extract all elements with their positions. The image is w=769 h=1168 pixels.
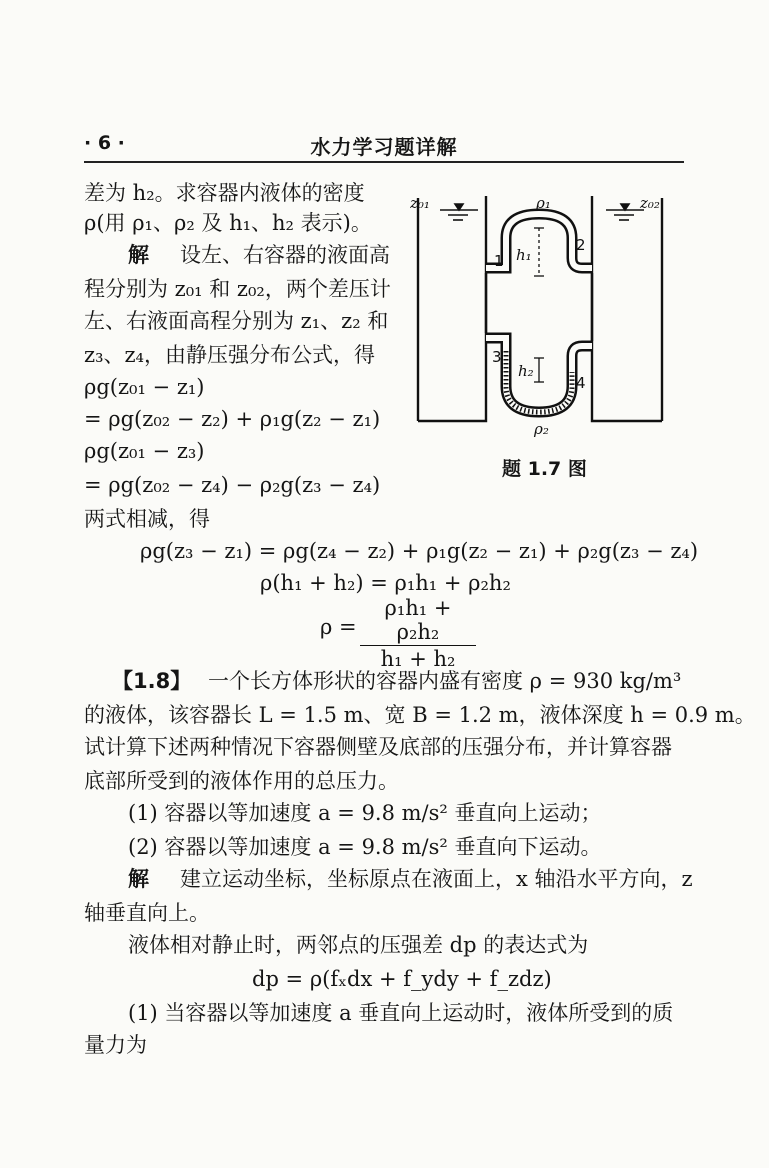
fraction-denominator: h₁ + h₂ [380,647,456,671]
label-z01: z₀₁ [410,194,430,212]
text-line: (2) 容器以等加速度 a = 9.8 m/s² 垂直向下运动。 [128,835,602,859]
label-point-3: 3 [492,348,502,366]
label-point-2: 2 [576,236,586,254]
equation: ρ(h₁ + h₂) = ρ₁h₁ + ρ₂h₂ [260,571,511,595]
label-h1: h₁ [516,246,532,264]
solution-label: 解 [128,243,149,267]
equation: ρg(z₀₁ − z₁) [84,375,205,399]
problem-tag: 【1.8】 [112,669,192,693]
page-title: 水力学习题详解 [310,135,458,159]
equation: dp = ρ(fₓdx + f_ydy + f_zdz) [252,967,552,991]
solution-label: 解 [128,867,149,891]
figure-caption: 题 1.7 图 [502,458,587,480]
label-rho1: ρ₁ [536,194,551,212]
label-h2: h₂ [518,362,534,380]
page-header [84,128,684,160]
label-point-1: 1 [494,252,504,270]
fraction [360,596,476,671]
text-line: 液体相对静止时，两邻点的压强差 dp 的表达式为 [128,933,589,957]
text-line: 建立运动坐标，坐标原点在液面上，x 轴沿水平方向，z [180,867,693,891]
label-z02: z₀₂ [640,194,660,212]
text-line: ρ(用 ρ₁、ρ₂ 及 h₁、h₂ 表示)。 [84,211,372,235]
text-line: 试计算下述两种情况下容器侧壁及底部的压强分布，并计算容器 [84,735,672,759]
equation-lhs: ρ = [320,615,357,639]
fraction-numerator: ρ₁h₁ + ρ₂h₂ [384,596,452,644]
text-line: 设左、右容器的液面高 [180,243,390,267]
equation: ρg(z₃ − z₁) = ρg(z₄ − z₂) + ρ₁g(z₂ − z₁) + ρ₂g(z₃ − z₄) [140,539,699,563]
page-number: · 6 · [84,132,125,154]
text-line: 的液体，该容器长 L = 1.5 m、宽 B = 1.2 m，液体深度 h = 0.9 m。 [84,703,756,727]
text-line: 量力为 [84,1033,147,1057]
text-line: 程分别为 z₀₁ 和 z₀₂，两个差压计 [84,277,391,301]
text-line: 一个长方体形状的容器内盛有密度 ρ = 930 kg/m³ [208,669,682,693]
text-line: 左、右液面高程分别为 z₁、z₂ 和 [84,309,389,333]
text-line: (1) 容器以等加速度 a = 9.8 m/s² 垂直向上运动； [128,801,602,825]
header-rule [84,161,684,163]
equation: = ρg(z₀₂ − z₂) + ρ₁g(z₂ − z₁) [84,407,381,431]
text-line: (1) 当容器以等加速度 a 垂直向上运动时，液体所受到的质 [128,1001,674,1025]
figure-1-7 [410,186,672,448]
fraction-bar [360,645,476,646]
label-rho2: ρ₂ [534,420,549,438]
text-line: 轴垂直向上。 [84,901,210,925]
text-line: 差为 h₂。求容器内液体的密度 [84,181,365,205]
label-point-4: 4 [576,374,586,392]
text-line: z₃、z₄，由静压强分布公式，得 [84,343,375,367]
text-line: 两式相减，得 [84,507,210,531]
manometer-diagram [410,186,672,448]
equation: = ρg(z₀₂ − z₄) − ρ₂g(z₃ − z₄) [84,473,381,497]
text-line: 底部所受到的液体作用的总压力。 [84,769,399,793]
equation: ρg(z₀₁ − z₃) [84,439,205,463]
